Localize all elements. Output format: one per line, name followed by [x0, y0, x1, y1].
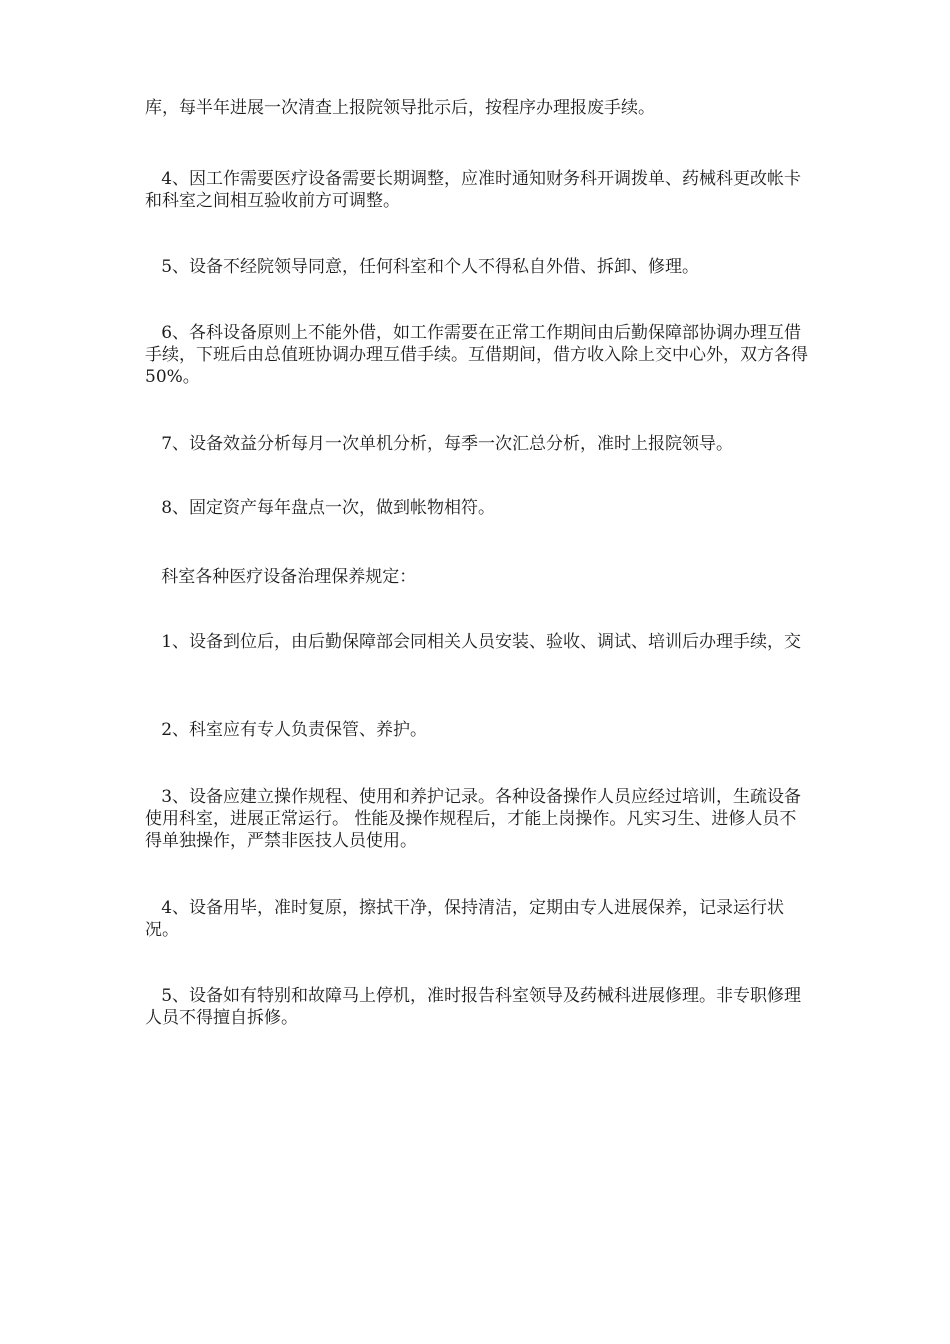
paragraph-item-5-no-lending: 5、设备不经院领导同意，任何科室和个人不得私自外借、拆卸、修理。 [145, 257, 700, 277]
paragraph-item-7-benefit-analysis: 7、设备效益分析每月一次单机分析，每季一次汇总分析，准时上报院领导。 [145, 434, 734, 454]
paragraph-item-6-borrowing: 6、各科设备原则上不能外借，如工作需要在正常工作期间由后勤保障部协调办理互借手续，下班后由总值班协调办理互借手续。互借期间，借方收入除上交中心外，双方各得 50%。 [145, 323, 814, 387]
paragraph-scrap-procedure: 库，每半年进展一次清查上报院领导批示后，按程序办理报废手续。 [145, 98, 655, 118]
paragraph-rule-4-cleaning: 4、设备用毕，准时复原，擦拭干净，保持清洁，定期由专人进展保养，记录运行状况。 [145, 898, 785, 940]
paragraph-rule-1-installation: 1、设备到位后，由后勤保障部会同相关人员安装、验收、调试、培训后办理手续，交 [145, 632, 802, 652]
paragraph-rule-3-operation: 3、设备应建立操作规程、使用和养护记录。各种设备操作人员应经过培训，生疏设备使用科室，进展正常运行。 性能及操作规程后，才能上岗操作。凡实习生、进修人员不得单独操作，严禁非医技人员使用。 [145, 787, 802, 851]
paragraph-rule-5-fault-handling: 5、设备如有特别和故障马上停机，准时报告科室领导及药械科进展修理。非专职修理人员不得擅自拆修。 [145, 986, 802, 1028]
paragraph-item-4-adjustment: 4、因工作需要医疗设备需要长期调整，应准时通知财务科开调拨单、药械科更改帐卡和科室之间相互验收前方可调整。 [145, 169, 802, 211]
paragraph-item-8-inventory: 8、固定资产每年盘点一次，做到帐物相符。 [145, 498, 496, 518]
paragraph-rule-2-custody: 2、科室应有专人负责保管、养护。 [145, 720, 428, 740]
section-heading-maintenance-rules: 科室各种医疗设备治理保养规定： [145, 567, 417, 587]
